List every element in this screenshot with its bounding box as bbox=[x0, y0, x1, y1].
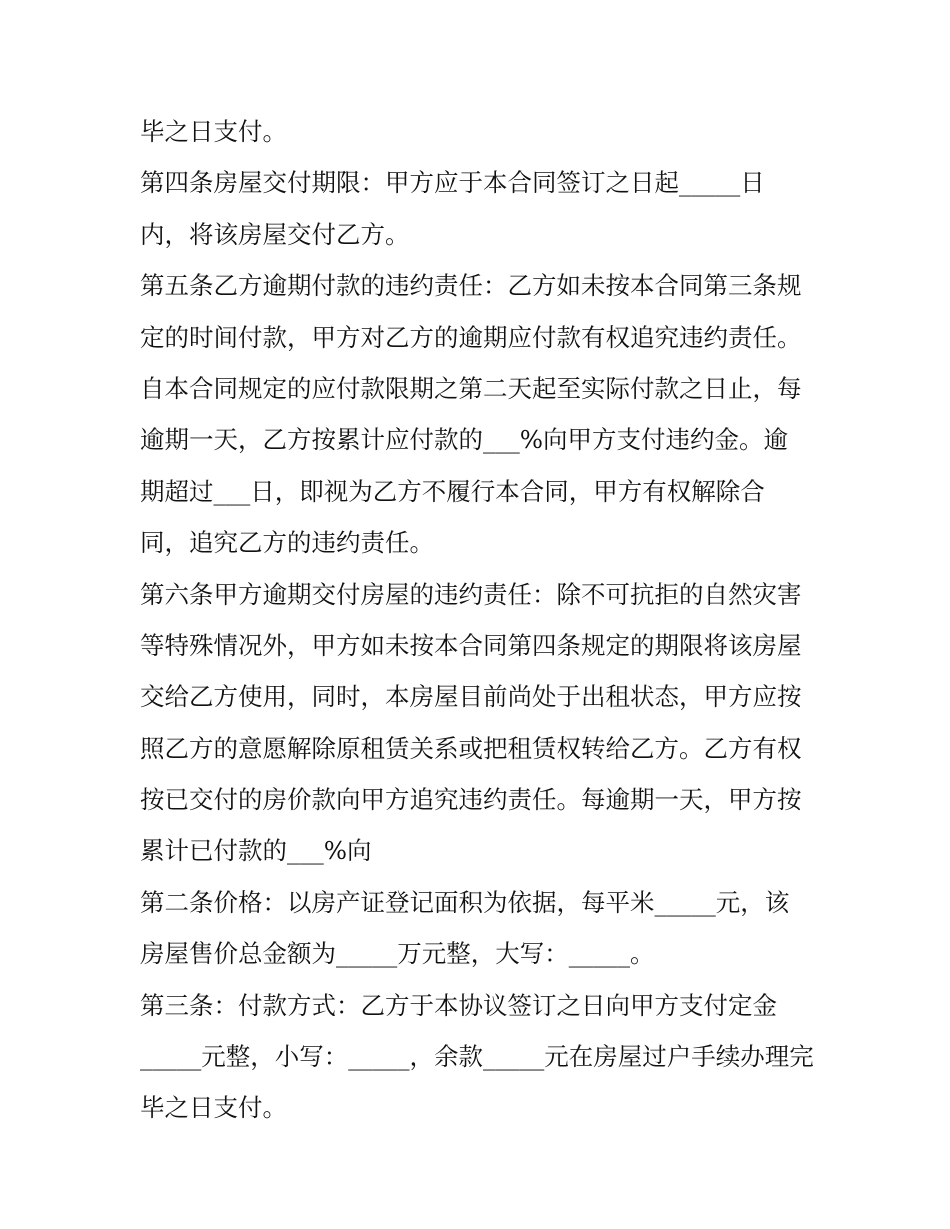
text-line: 定的时间付款，甲方对乙方的逾期应付款有权追究违约责任。 bbox=[140, 322, 802, 352]
text-line: 内，将该房屋交付乙方。 bbox=[140, 219, 410, 249]
contract-text bbox=[140, 106, 820, 1134]
text-line: 第二条价格：以房产证登记面积为依据，每平米_____元，该 bbox=[140, 887, 790, 917]
text-line: 第三条：付款方式：乙方于本协议签订之日向甲方支付定金 bbox=[140, 990, 777, 1020]
text-line: 房屋售价总金额为_____万元整，大写：_____。 bbox=[140, 939, 655, 969]
text-line: 第六条甲方逾期交付房屋的违约责任：除不可抗拒的自然灾害 bbox=[140, 579, 802, 609]
text-line: 交给乙方使用，同时，本房屋目前尚处于出租状态，甲方应按 bbox=[140, 682, 802, 712]
text-line: 等特殊情况外，甲方如未按本合同第四条规定的期限将该房屋 bbox=[140, 630, 802, 660]
text-line: 自本合同规定的应付款限期之第二天起至实际付款之日止，每 bbox=[140, 373, 802, 403]
text-line: 同，追究乙方的违约责任。 bbox=[140, 528, 434, 558]
text-line: 第四条房屋交付期限：甲方应于本合同签订之日起_____日 bbox=[140, 168, 765, 198]
text-line: 毕之日支付。 bbox=[140, 1093, 287, 1123]
text-line: 按已交付的房价款向甲方追究违约责任。每逾期一天，甲方按 bbox=[140, 785, 802, 815]
text-line: _____元整，小写：_____，余款_____元在房屋过户手续办理完 bbox=[140, 1042, 814, 1072]
text-line: 期超过___日，即视为乙方不履行本合同，甲方有权解除合 bbox=[140, 476, 765, 506]
text-line: 累计已付款的___%向 bbox=[140, 836, 372, 866]
text-line: 毕之日支付。 bbox=[140, 117, 287, 146]
text-line: 逾期一天，乙方按累计应付款的___%向甲方支付违约金。逾 bbox=[140, 425, 789, 455]
text-line: 照乙方的意愿解除原租赁关系或把租赁权转给乙方。乙方有权 bbox=[140, 733, 802, 763]
text-line: 第五条乙方逾期付款的违约责任：乙方如未按本合同第三条规 bbox=[140, 271, 802, 301]
